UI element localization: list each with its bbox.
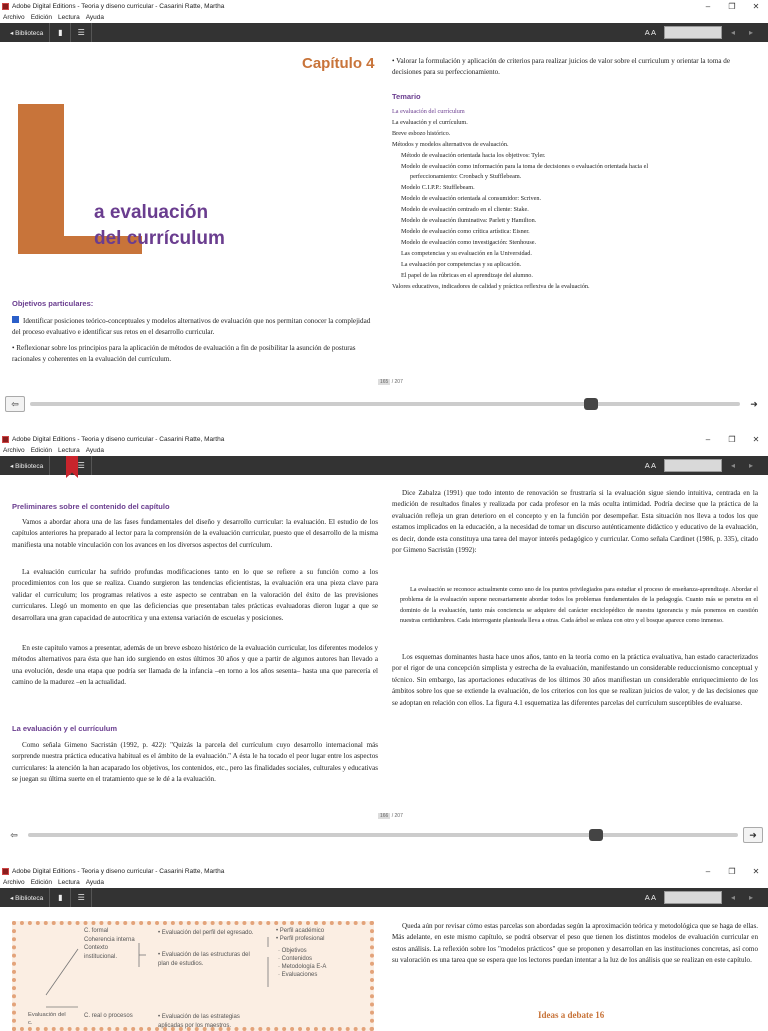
toc-item[interactable]: Breve esbozo histórico.: [392, 129, 451, 137]
diagram-sub-list: [278, 947, 326, 979]
reader-window-1: [0, 0, 768, 415]
toc-item[interactable]: Modelo de evaluación como investigación: Stenhouse.: [401, 238, 537, 246]
objective-text: Valorar la formulación y aplicación de criterios para realizar juicios de valor sobre el curriculum y orientar la toma de decisiones para su perfeccionamiento.: [392, 57, 730, 77]
chapter-title-line2: del currículum: [94, 228, 225, 249]
minimize-icon[interactable]: –: [705, 866, 711, 876]
toc-item[interactable]: Modelo de evaluación iluminativa: Parlett y Hamilton.: [401, 217, 537, 225]
toc-item[interactable]: El papel de las rúbricas en el aprendizaje del alumno.: [401, 271, 533, 279]
big-l-letter: [18, 104, 64, 254]
page-number: 166 / 207: [380, 813, 403, 819]
font-size-icon[interactable]: A A: [644, 28, 656, 37]
diagram-sub-item: · Metodología E-A: [278, 964, 327, 970]
paragraph: Queda aún por revisar cómo estas parcelas son abordadas según la aproximación teórica y metodológica que se haga de ellas. Más adelante, en este mismo capítulo, se podrá observar el peso que tienen los distintos modelos de evaluación curricular en estos análisis. La reflexión sobre los "modelos prácticos" que se proponen y desarrollan en las instituciones concretas, así como su valoración es una tarea que se espera que los lectores puedan intentar a la luz de los análisis que se realizan en este capítulo.: [392, 922, 758, 965]
next-page-icon[interactable]: ▸: [748, 461, 753, 470]
font-size-icon[interactable]: A A: [644, 893, 656, 902]
menu-edicion[interactable]: Edición: [30, 879, 53, 886]
maximize-icon[interactable]: ❐: [728, 866, 736, 876]
page-slider[interactable]: [30, 402, 740, 406]
section-heading: La evaluación y el currículum: [12, 724, 118, 733]
temario-heading: Temario: [392, 92, 421, 101]
page-165: [0, 42, 768, 393]
prev-page-icon[interactable]: ◂: [730, 893, 735, 902]
toc-item[interactable]: Método de evaluación orientada hacia los objetivos: Tyler.: [401, 151, 546, 159]
menu-archivo[interactable]: Archivo: [3, 447, 25, 454]
next-page-button[interactable]: ➜: [750, 398, 758, 409]
menu-lectura[interactable]: Lectura: [58, 14, 80, 21]
next-page-button[interactable]: ➜: [743, 827, 763, 843]
diagram-branch-real: C. real o procesos: [84, 1013, 133, 1019]
menu-ayuda[interactable]: Ayuda: [85, 879, 105, 886]
menu-lectura[interactable]: Lectura: [58, 879, 80, 886]
paragraph: Los esquemas dominantes hasta hace unos años, tanto en la teoría como en la práctica evaluativa, han estado caracterizados por el rigor de una concepción simplista y estrecha de la evaluación, manifestando un considerable reduccionismo conceptual y técnico. Sin embargo, las aportaciones educativas de los últimos 30 años manifiestan un considerable enriquecimiento de los ámbitos sobre los que se extiende la evaluación, de los criterios con los que se realizan juicios de valor, y de las decisiones que se adoptan en relación con ellos. La figura 4.1 esquematiza las diferentes parcelas del currículum susceptibles de evaluarse.: [392, 653, 758, 707]
window-title: Adobe Digital Editions - Teoria y diseno curricular - Casarini Ratte, Martha: [12, 867, 225, 875]
search-input[interactable]: [664, 459, 722, 472]
next-page-icon[interactable]: ▸: [748, 893, 753, 902]
menu-edicion[interactable]: Edición: [30, 14, 53, 21]
diagram-item: • Evaluación de las estrategias aplicadas por los maestros.: [158, 1014, 240, 1029]
diagram-root: Evaluación del c.: [28, 1012, 66, 1026]
diagram-sub-item: · Contenidos: [278, 956, 313, 962]
toc-item[interactable]: perfeccionamiento: Cronbach y Stufflebeam.: [410, 173, 522, 181]
bullet-icon: •: [392, 57, 397, 65]
objective-text: Identificar posiciones teórico-conceptuales y modelos alternativos de evaluación que nos permitan conocer la complejidad del proceso evaluativo e identificar sus retos en el desarrollo curricular.: [12, 317, 371, 337]
menu-ayuda[interactable]: Ayuda: [85, 447, 105, 454]
menu-lectura[interactable]: Lectura: [58, 447, 80, 454]
title-bar: [0, 865, 768, 877]
page-slider[interactable]: [28, 833, 738, 837]
ideas-heading: Ideas a debate 16: [538, 1010, 605, 1020]
window-title: Adobe Digital Editions - Teoria y diseno curricular - Casarini Ratte, Martha: [12, 435, 225, 443]
reader-window-2: [0, 433, 768, 848]
chapter-title-line1: a evaluación: [94, 202, 209, 223]
toc-list-icon[interactable]: ☰: [71, 888, 92, 907]
toc-item[interactable]: La evaluación por competencias y su aplicación.: [401, 260, 522, 268]
page-navigation: [0, 393, 768, 415]
toc-list-icon[interactable]: ☰: [71, 456, 92, 475]
objective-1: [12, 316, 378, 339]
page-166: [0, 475, 768, 826]
search-input[interactable]: [664, 26, 722, 39]
objective-2: [12, 343, 378, 366]
diagram-sub-item: • Perfil académico: [276, 928, 325, 934]
app-icon: [2, 3, 9, 10]
toc-item[interactable]: Métodos y modelos alternativos de evaluación.: [392, 140, 509, 148]
app-icon: [2, 436, 9, 443]
paragraph: En este capítulo vamos a presentar, además de un breve esbozo histórico de la evaluación curricular, los diferentes modelos y métodos alternativos para ésta que han ido surgiendo en estos últimos 30 años y que a partir de algunos autores han llevado a una evolución, desde una etapa que podría ser llamada de la infancia –en torno a los años sesenta– hasta una que parecería el camino de la madurez –en la actualidad.: [12, 644, 378, 687]
toc-item[interactable]: Modelo de evaluación como información para la toma de decisiones o evaluación orientada hacia el: [401, 162, 649, 170]
close-icon[interactable]: ✕: [752, 1, 760, 11]
prev-page-icon[interactable]: ◂: [730, 461, 735, 470]
toc-item[interactable]: Modelo de evaluación centrado en el cliente: Stake.: [401, 206, 529, 214]
diagram-connector: [46, 949, 78, 995]
bookmark-icon[interactable]: ▮: [50, 23, 71, 42]
maximize-icon[interactable]: ❐: [728, 434, 736, 444]
toc-item[interactable]: La evaluación del currículum: [392, 108, 465, 115]
menu-ayuda[interactable]: Ayuda: [85, 14, 105, 21]
toolbar: [0, 23, 768, 42]
menu-edicion[interactable]: Edición: [30, 447, 53, 454]
toc-item[interactable]: Las competencias y su evaluación en la Universidad.: [401, 249, 532, 257]
window-title: Adobe Digital Editions - Teoria y diseno curricular - Casarini Ratte, Martha: [12, 2, 225, 10]
page-slider-knob[interactable]: [584, 398, 598, 410]
diagram-sub-item: · Objetivos: [278, 948, 307, 954]
app-icon: [2, 868, 9, 875]
next-page-icon[interactable]: ▸: [748, 28, 753, 37]
paragraph: Vamos a abordar ahora una de las fases fundamentales del diseño y desarrollo curricular: la evaluación. El estudio de los capítulos anteriores ha preparado al lector para la comprensión de la evaluación curricular, puesto que el desarrollo de la misma manifiesta una notable vinculación con los avances en los diversos aspectos del currículum.: [12, 518, 378, 549]
title-bar: [0, 0, 768, 12]
biblioteca-button[interactable]: ◂ Biblioteca: [0, 456, 50, 475]
toolbar: [0, 456, 768, 475]
paragraph: La evaluación curricular ha sufrido profundas modificaciones tanto en lo que se refiere a su función como a los procedimientos con los que se realiza. Cuando surgieron las tendencias eficientistas, la evaluación era una pieza clave para validar el currículum; los programas relativos a este aspecto se centraban en la valoración del éxito de las previsiones curriculares. Llegó un momento en que las deficiencias que presentaban tales prácticas evaluadoras dieron lugar a que se desarrollara una gran capacidad de autocrítica y una extensa variación de escuelas y posiciones.: [12, 568, 378, 622]
toc-item[interactable]: La evaluación y el currículum.: [392, 118, 468, 126]
diagram-item: • Evaluación de las estructuras del plan de estudios.: [158, 952, 250, 967]
toc-item[interactable]: Modelo de evaluación orientada al consumidor: Scriven.: [401, 195, 542, 203]
toolbar: [0, 888, 768, 907]
bullet-icon: •: [12, 344, 17, 352]
prev-page-button[interactable]: ⇦: [10, 829, 18, 840]
menu-bar: [0, 445, 768, 456]
diagram-item: • Evaluación del perfil del egresado.: [158, 930, 254, 936]
biblioteca-button[interactable]: ◂ Biblioteca: [0, 23, 50, 42]
section-heading: Preliminares sobre el contenido del capítulo: [12, 502, 170, 511]
menu-bar: [0, 877, 768, 888]
bookmark-icon[interactable]: ▮: [50, 888, 71, 907]
diagram-sub-item: • Perfil profesional: [276, 936, 325, 942]
page-number: 165 / 207: [380, 379, 403, 385]
page-navigation: [0, 824, 768, 846]
objective-3: [392, 56, 758, 79]
toc-item[interactable]: Modelo C.I.P.P.: Stufflebeam.: [401, 184, 475, 192]
menu-bar: [0, 12, 768, 23]
minimize-icon[interactable]: –: [705, 434, 711, 444]
objective-text: Reflexionar sobre los principios para la aplicación de métodos de evaluación a fin de posibilitar la asunción de posturas racionales y coherentes en la evaluación del currículum.: [12, 344, 356, 364]
toc-list-icon[interactable]: ☰: [71, 23, 92, 42]
page-slider-knob[interactable]: [589, 829, 603, 841]
paragraph: Dice Zabalza (1991) que todo intento de renovación se frustraría si la evaluación sigue siendo intuitiva, centrada en la medición de resultados finales y realizada por cada profesor en la más oculta intimidad. Podría decirse que la práctica de la evaluación refleja un gran deterioro en el concepto y en la función por desempeñar. Esta situación nos lleva a todos los que estamos implicados en la educación, a la necesidad de tomar un discurso auténticamente didáctico y educativo de la evaluación, es decir, donde esta constituya una tarea del mayor interés pedagógico y curricular. Como señala Cardinet (1986, p. 335), citado por Gimeno Sacristán (1992):: [392, 489, 758, 555]
diagram-branch-formal: C. formal Coherencia interna Contexto institucional.: [84, 928, 135, 960]
chapter-label: Capítulo 4: [302, 55, 375, 72]
minimize-icon[interactable]: –: [705, 1, 711, 11]
search-input[interactable]: [664, 891, 722, 904]
prev-page-button[interactable]: ⇦: [5, 396, 25, 412]
title-bar: [0, 433, 768, 445]
font-size-icon[interactable]: A A: [644, 461, 656, 470]
menu-archivo[interactable]: Archivo: [3, 14, 25, 21]
page-167: [0, 907, 768, 1027]
close-icon[interactable]: ✕: [752, 866, 760, 876]
bullet-icon: [12, 316, 19, 323]
reader-window-3: [0, 865, 768, 1029]
paragraph: Como señala Gimeno Sacristán (1992, p. 422): "Quizás la parcela del currículum cuyo desarrollo internacional más sorprende nuestra práctica educativa habitual es el ámbito de la evaluación." A ésta le ha tocado el peor lugar entre los aspectos curriculares: la atención la han acaparado los objetivos, los contenidos, etc., pero las finalidades sociales, culturales y educativas se juegan su última suerte en el tratamiento que se le dé a la evaluación.: [12, 741, 378, 784]
temario-list: [392, 107, 762, 292]
maximize-icon[interactable]: ❐: [728, 1, 736, 11]
close-icon[interactable]: ✕: [752, 434, 760, 444]
toc-item[interactable]: Valores educativos, indicadores de calidad y práctica reflexiva de la evaluación.: [392, 282, 590, 290]
block-quote: La evaluación se reconoce actualmente como uno de los puntos privilegiados para estudiar el proceso de enseñanza-aprendizaje. Abordar el problema de la evaluación supone necesariamente abordar todos los problemas fundamentales de la pedagogía. Cuanto más se penetra en el dominio de la evaluación, tanto más conciencia se adquiere del carácter enciclopédico de nuestra ignorancia y más ponemos en cuestión nuestras certidumbres. Cada interrogante planteada lleva a otras. Cada árbol se enlaza con otro y el bosque aparece como inmenso.: [400, 586, 758, 624]
toc-item[interactable]: Modelo de evaluación como crítica artística: Eisner.: [401, 227, 530, 235]
objectives-heading: Objetivos particulares:: [12, 299, 94, 308]
diagram-sub-item: · Evaluaciones: [278, 972, 318, 978]
biblioteca-button[interactable]: ◂ Biblioteca: [0, 888, 50, 907]
prev-page-icon[interactable]: ◂: [730, 28, 735, 37]
menu-archivo[interactable]: Archivo: [3, 879, 25, 886]
diagram-sub-list: [276, 927, 324, 943]
